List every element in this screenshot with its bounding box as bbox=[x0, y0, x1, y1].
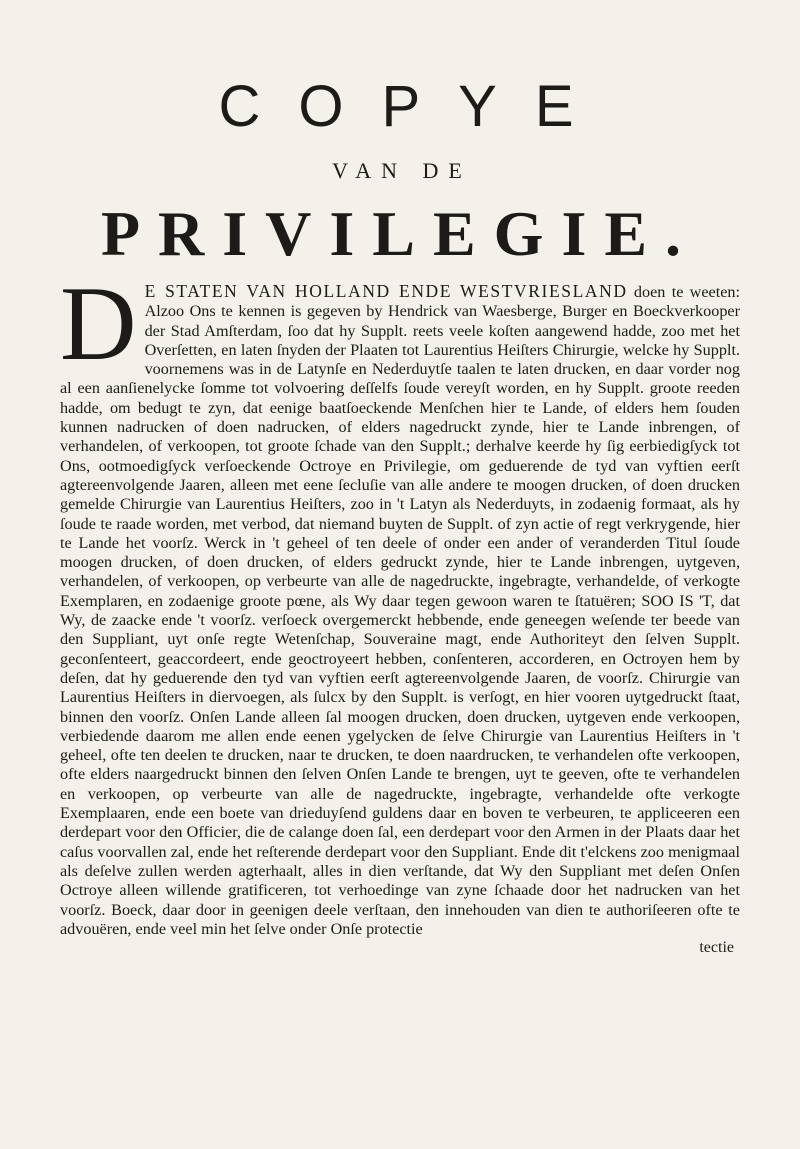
lead-caps: E STATEN VAN HOLLAND ENDE WESTVRIESLAND bbox=[144, 281, 628, 301]
body-paragraph: doen te weeten: Alzoo Ons te kennen is gegeven by Hendrick van Waesberge, Burger en Boeckverkooper der Stad Amſterdam, ſoo dat hy Supplt. reets veele koſten aangewend hadde, zoo met het Overſetten, en laten ſnyden der Plaaten tot Laurentius Heiſters Chirurgie, welcke hy Supplt. voornemens was in de Latynſe en Nederduytſe taalen te laten drucken, en daar vorder nog al een aanſienelycke ſomme tot volvoering deſſelfs ſoude vereyſt worden, en hy Supplt. groote reeden hadde, om bedugt te zyn, dat eenige baatſoeckende Menſchen hier te Lande, of elders hem ſouden kunnen nadrucken of doen nadrucken, of elders nagedruckt zynde, hier te Lande inbrengen, of verhandelen, of verkoopen, tot groote ſchade van den Supplt.; derhalve keerde hy ſig eerbiedigſyck tot Ons, ootmoedigſyck verſoeckende Octroye en Privilegie, om geduerende de tyd van vyftien eerſt agtereenvolgende Jaaren, alleen met eene ſecluſie van alle andere te moogen drucken, of doen drucken gemelde Chirurgie van Laurentius Heiſters, zoo in 't Latyn als Nederduyts, in zodaenig formaat, als hy ſoude te raade worden, met verbod, dat niemand buyten de Supplt. of zyn actie of regt verkrygende, hier te Lande het voorſz. Werck in 't geheel of ten deele of onder een ander of veranderden Titul ſoude moogen drucken, of doen drucken, of elders gedruckt zynde, hier te Lande inbrengen, uytgeven, verhandelen, of verkoopen, op verbeurte van alle de nagedruckte, ingebragte, verhandelde, of verkogte Exemplaren, en zodaenige groote pœne, als Wy daar tegen gewoon waren te ſtatuëren; SOO IS 'T, dat Wy, de zaacke ende 't voorſz. verſoeck overgemerckt hebbende, ende geneegen weſende ter beede van den Suppliant, uyt onſe regte Wetenſchap, Souveraine magt, ende Authoriteyt den ſelven Supplt. geconſenteert, geaccordeert, ende geoctroyeert hebben, conſenteren, accorderen, en Octroyen hem by deſen, dat hy geduerende den tyd van vyftien eerſt agtereenvolgende Jaaren, de voorſz. Chirurgie van Laurentius Heiſters in diervoegen, als ſulcx by den Supplt. is verſogt, en hier vooren uytgedruckt ſtaat, binnen den voorſz. Onſen Lande alleen ſal moogen drucken, doen drucken, uytgeven ende verkoopen, verbiedende daarom me allen ende eenen ygelycken de ſelve Chirurgie van Laurentius Heiſters in 't geheel, ofte ten deelen te drucken, naar te drucken, te doen naardrucken, te verhandelen ofte verkoopen, ofte elders naargedruckt binnen den ſelven Onſen Lande te brengen, uyt te geeven, ofte te verhandelen en verkoopen, op verbeurte van alle de nagedruckte, ingebragte, verhandelde ofte verkogte Exemplaaren, ende een boete van drieduyſend guldens daar en boven te verbeuren, te appliceeren een derdepart voor den Officier, die de calange doen ſal, een derdepart voor den Armen in der Plaats daar het caſus voorvallen zal, ende het reſterende derdepart voor den Suppliant. Ende dit t'elckens zoo menigmaal als deſelve zullen werden agterhaalt, alles in dien verſtande, dat Wy den Suppliant met deſen Onſen Octroye alleen willende gratificeren, tot verhoedinge van zyne ſchaade door het nadrucken van het voorſz. Boeck, daar door in geenigen deele verſtaan, den innehouden van dien te authoriſeeren ofte te advouëren, ende veel min het ſelve onder Onſe protectie bbox=[60, 283, 741, 938]
title-van-de: VAN DE bbox=[332, 158, 472, 183]
catchword: tectie bbox=[699, 939, 734, 957]
drop-cap: D bbox=[60, 265, 137, 382]
privilege-text bbox=[60, 265, 741, 939]
title-privilegie: PRIVILEGIE. bbox=[100, 198, 700, 269]
title-copye: COPYE bbox=[218, 74, 612, 139]
